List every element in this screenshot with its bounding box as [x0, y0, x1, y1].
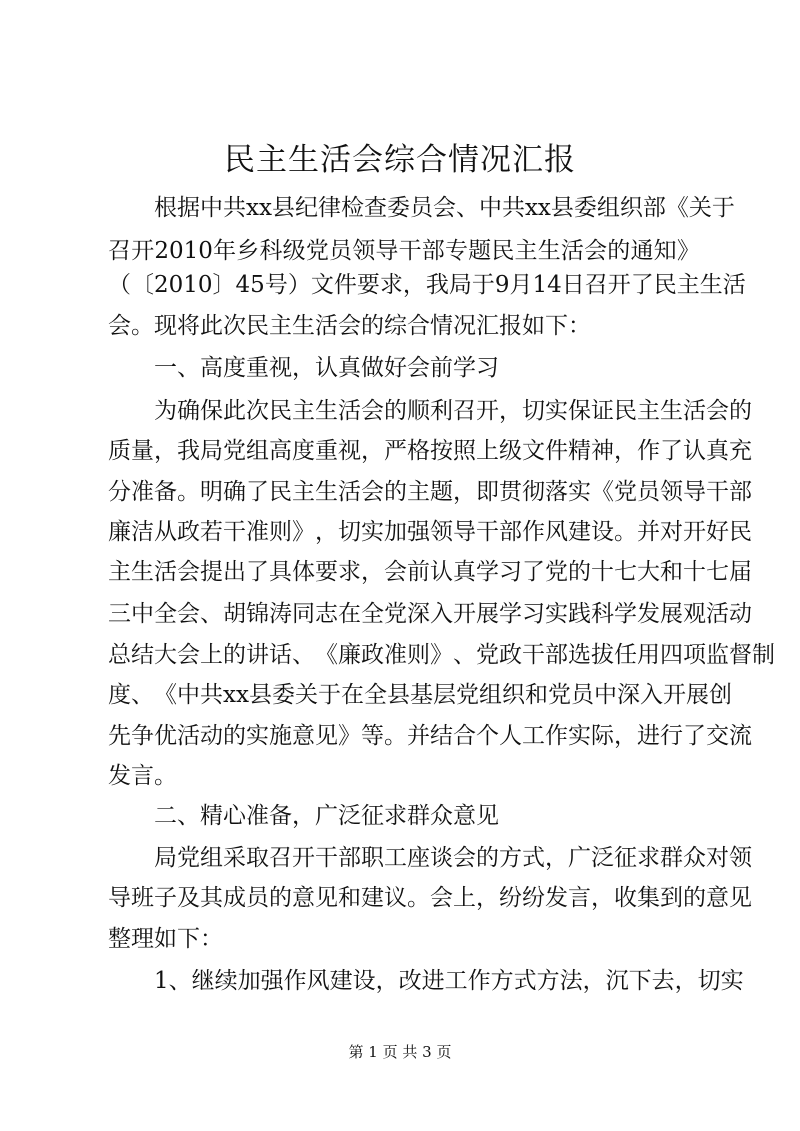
body-line: 总 结 大 会 上 的 讲 话 、 《 廉 政 准 则 》 、 党 政 干 部 选 拔 任 用 四 项 监 督 制 — [108, 642, 775, 668]
page-number-footer: 第 1 页 共 3 页 — [348, 1043, 452, 1061]
body-line: 分 准 备 。 明 确 了 民 主 生 活 会 的 主 题 ， 即 贯 彻 落 实 《 党 员 领 导 干 部 — [108, 479, 752, 505]
section-heading: 一、高度重视，认真做好会前学习 — [108, 355, 499, 381]
document-title: 民主生活会综合情况汇报 — [224, 142, 576, 178]
body-line: 局 党 组 采 取 召 开 干 部 职 工 座 谈 会 的 方 式 ， 广 泛 征 求 群 众 对 领 — [154, 845, 752, 871]
body-line: 度 、 《 中 共 xx 县 委 关 于 在 全 县 基 层 党 组 织 和 党 员 中 深 入 开 展 创 — [108, 682, 732, 708]
body-line: 1 、 继 续 加 强 作 风 建 设 ， 改 进 工 作 方 式 方 法 ， 沉 下 去 ， 切 实 — [154, 968, 744, 994]
body-line: 导 班 子 及 其 成 员 的 意 见 和 建 议 。 会 上 ， 纷 纷 发 言 ， 收 集 到 的 意 见 — [108, 885, 752, 911]
body-line: 先 争 优 活 动 的 实 施 意 见 》 等 。 并 结 合 个 人 工 作 实 际 ， 进 行 了 交 流 — [108, 723, 752, 749]
body-line: 会。现将此次民主生活会的综合情况汇报如下： — [108, 313, 591, 339]
body-line: 为 确 保 此 次 民 主 生 活 会 的 顺 利 召 开 ， 切 实 保 证 民 主 生 活 会 的 — [154, 398, 752, 424]
body-line: 根 据 中 共 xx 县 纪 律 检 查 委 员 会 、 中 共 xx 县 委 组 织 部 《 关 于 — [154, 195, 735, 221]
body-line: 三 中 全 会 、 胡 锦 涛 同 志 在 全 党 深 入 开 展 学 习 实 践 科 学 发 展 观 活 动 — [108, 601, 752, 627]
body-line: 发言。 — [108, 763, 177, 789]
body-line: 召 开 2010 年 乡 科 级 党 员 领 导 干 部 专 题 民 主 生 活 会 的 通 知 》 — [108, 238, 700, 264]
body-line: 主 生 活 会 提 出 了 具 体 要 求 ， 会 前 认 真 学 习 了 党 的 十 七 大 和 十 七 届 — [108, 559, 752, 585]
body-line: 质 量 ， 我 局 党 组 高 度 重 视 ， 严 格 按 照 上 级 文 件 精 神 ， 作 了 认 真 充 — [108, 438, 752, 464]
body-line: 廉 洁 从 政 若 干 准 则 》 ， 切 实 加 强 领 导 干 部 作 风 建 设 。 并 对 开 好 民 — [108, 519, 752, 545]
section-heading: 二、精心准备，广泛征求群众意见 — [108, 803, 499, 829]
body-line: 整理如下： — [108, 926, 223, 952]
body-line: （ 〔 2010 〕 45 号 ） 文 件 要 求 ， 我 局 于 9 月 14 日 召 开 了 民 主 生 活 — [108, 272, 746, 298]
